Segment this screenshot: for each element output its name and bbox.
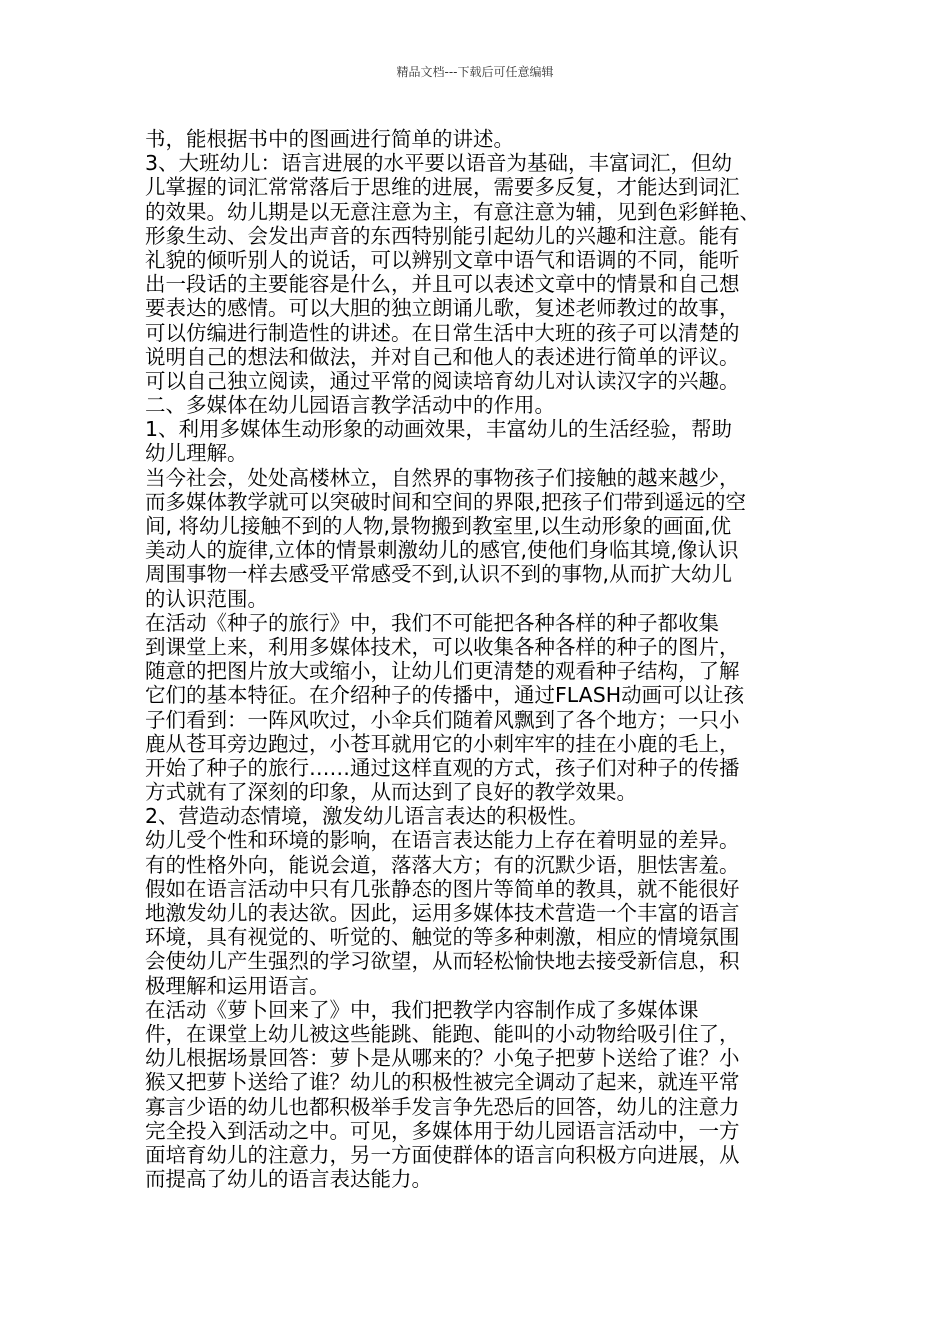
text-line: 寡言少语的幼儿也都积极举手发言争先恐后的回答，幼儿的注意力 xyxy=(145,1094,740,1119)
subsection-heading: 2、营造动态情境，激发幼儿语言表达的积极性。 xyxy=(145,804,589,829)
text-line: 出一段话的主要能容是什么，并且可以表述文章中的情景和自己想 xyxy=(145,272,740,297)
text-line: 会使幼儿产生强烈的学习欲望，从而轻松愉快地去接受新信息，积 xyxy=(145,949,740,974)
text-line: 幼儿理解。 xyxy=(145,441,248,466)
text-line: 可以自己独立阅读，通过平常的阅读培育幼儿对认读汉字的兴趣。 xyxy=(145,368,740,393)
subsection-heading: 1、利用多媒体生动形象的动画效果，丰富幼儿的生活经验，帮助 xyxy=(145,417,733,442)
text-line: 美动人的旋律,立体的情景刺激幼儿的感官,使他们身临其境,像认识 xyxy=(145,538,739,563)
text-line: 在活动《种子的旅行》中，我们不可能把各种各样的种子都收集 xyxy=(145,610,719,635)
text-line: 形象生动、会发出声音的东西特别能引起幼儿的兴趣和注意。能有 xyxy=(145,223,740,248)
text-line: 可以仿编进行制造性的讲述。在日常生活中大班的孩子可以清楚的 xyxy=(145,320,740,345)
text-line: 儿掌握的词汇常常落后于思维的进展，需要多反复，才能达到词汇 xyxy=(145,175,740,200)
text-line: 在活动《萝卜回来了》中，我们把教学内容制作成了多媒体课 xyxy=(145,997,699,1022)
text-line: 的认识范围。 xyxy=(145,586,268,611)
text-line: 当今社会，处处高楼林立，自然界的事物孩子们接触的越来越少， xyxy=(145,465,740,490)
section-heading: 二、多媒体在幼儿园语言教学活动中的作用。 xyxy=(145,393,555,418)
text-line: 猴又把萝卜送给了谁？幼儿的积极性被完全调动了起来，就连平常 xyxy=(145,1070,740,1095)
text-line: 书，能根据书中的图画进行简单的讲述。 xyxy=(145,127,514,151)
text-line: 幼儿受个性和环境的影响，在语言表达能力上存在着明显的差异。 xyxy=(145,828,740,853)
text-line: 的效果。幼儿期是以无意注意为主，有意注意为辅，见到色彩鲜艳、 xyxy=(145,199,760,224)
text-line: 而多媒体教学就可以突破时间和空间的界限,把孩子们带到遥远的空 xyxy=(145,489,747,514)
text-line: 子们看到：一阵风吹过，小伞兵们随着风飘到了各个地方；一只小 xyxy=(145,707,740,732)
text-line: 鹿从苍耳旁边跑过，小苍耳就用它的小刺牢牢的挂在小鹿的毛上， xyxy=(145,731,740,756)
text-line: 地激发幼儿的表达欲。因此，运用多媒体技术营造一个丰富的语言 xyxy=(145,901,740,925)
text-line: 有的性格外向，能说会道，落落大方；有的沉默少语，胆怯害羞。 xyxy=(145,852,740,877)
text-line: 周围事物一样去感受平常感受不到,认识不到的事物,从而扩大幼儿 xyxy=(145,562,733,587)
text-line: 假如在语言活动中只有几张静态的图片等简单的教具，就不能很好 xyxy=(145,876,740,901)
text-line: 完全投入到活动之中。可见，多媒体用于幼儿园语言活动中，一方 xyxy=(145,1118,740,1143)
text-line: 它们的基本特征。在介绍种子的传播中，通过FLASH动画可以让孩 xyxy=(145,683,745,708)
text-line: 而提高了幼儿的语言表达能力。 xyxy=(145,1167,432,1192)
text-line: 说明自己的想法和做法，并对自己和他人的表述进行简单的评议。 xyxy=(145,344,740,369)
text-line: 开始了种子的旅行……通过这样直观的方式，孩子们对种子的传播 xyxy=(145,755,740,780)
text-line: 随意的把图片放大或缩小，让幼儿们更清楚的观看种子结构，了解 xyxy=(145,659,740,684)
text-line: 礼貌的倾听别人的说话，可以辨别文章中语气和语调的不同，能听 xyxy=(145,247,740,272)
document-body xyxy=(145,127,813,1191)
text-line: 幼儿根据场景回答：萝卜是从哪来的？小兔子把萝卜送给了谁？小 xyxy=(145,1046,740,1071)
text-line: 面培育幼儿的注意力，另一方面使群体的语言向积极方向进展，从 xyxy=(145,1142,740,1167)
text-line: 方式就有了深刻的印象，从而达到了良好的教学效果。 xyxy=(145,780,637,805)
text-line: 间, 将幼儿接触不到的人物,景物搬到教室里,以生动形象的画面,优 xyxy=(145,514,732,538)
text-line: 要表达的感情。可以大胆的独立朗诵儿歌，复述老师教过的故事， xyxy=(145,296,740,321)
page-header: 精品文档---下载后可任意编辑 xyxy=(396,65,554,79)
text-line: 件，在课堂上幼儿被这些能跳、能跑、能叫的小动物给吸引住了， xyxy=(145,1021,740,1046)
text-line: 极理解和运用语言。 xyxy=(145,973,330,998)
text-line: 环境，具有视觉的、听觉的、触觉的等多种刺激，相应的情境氛围 xyxy=(145,925,740,950)
text-line: 3、大班幼儿：语言进展的水平要以语音为基础，丰富词汇，但幼 xyxy=(145,151,733,176)
text-line: 到课堂上来，利用多媒体技术，可以收集各种各样的种子的图片， xyxy=(145,634,740,659)
